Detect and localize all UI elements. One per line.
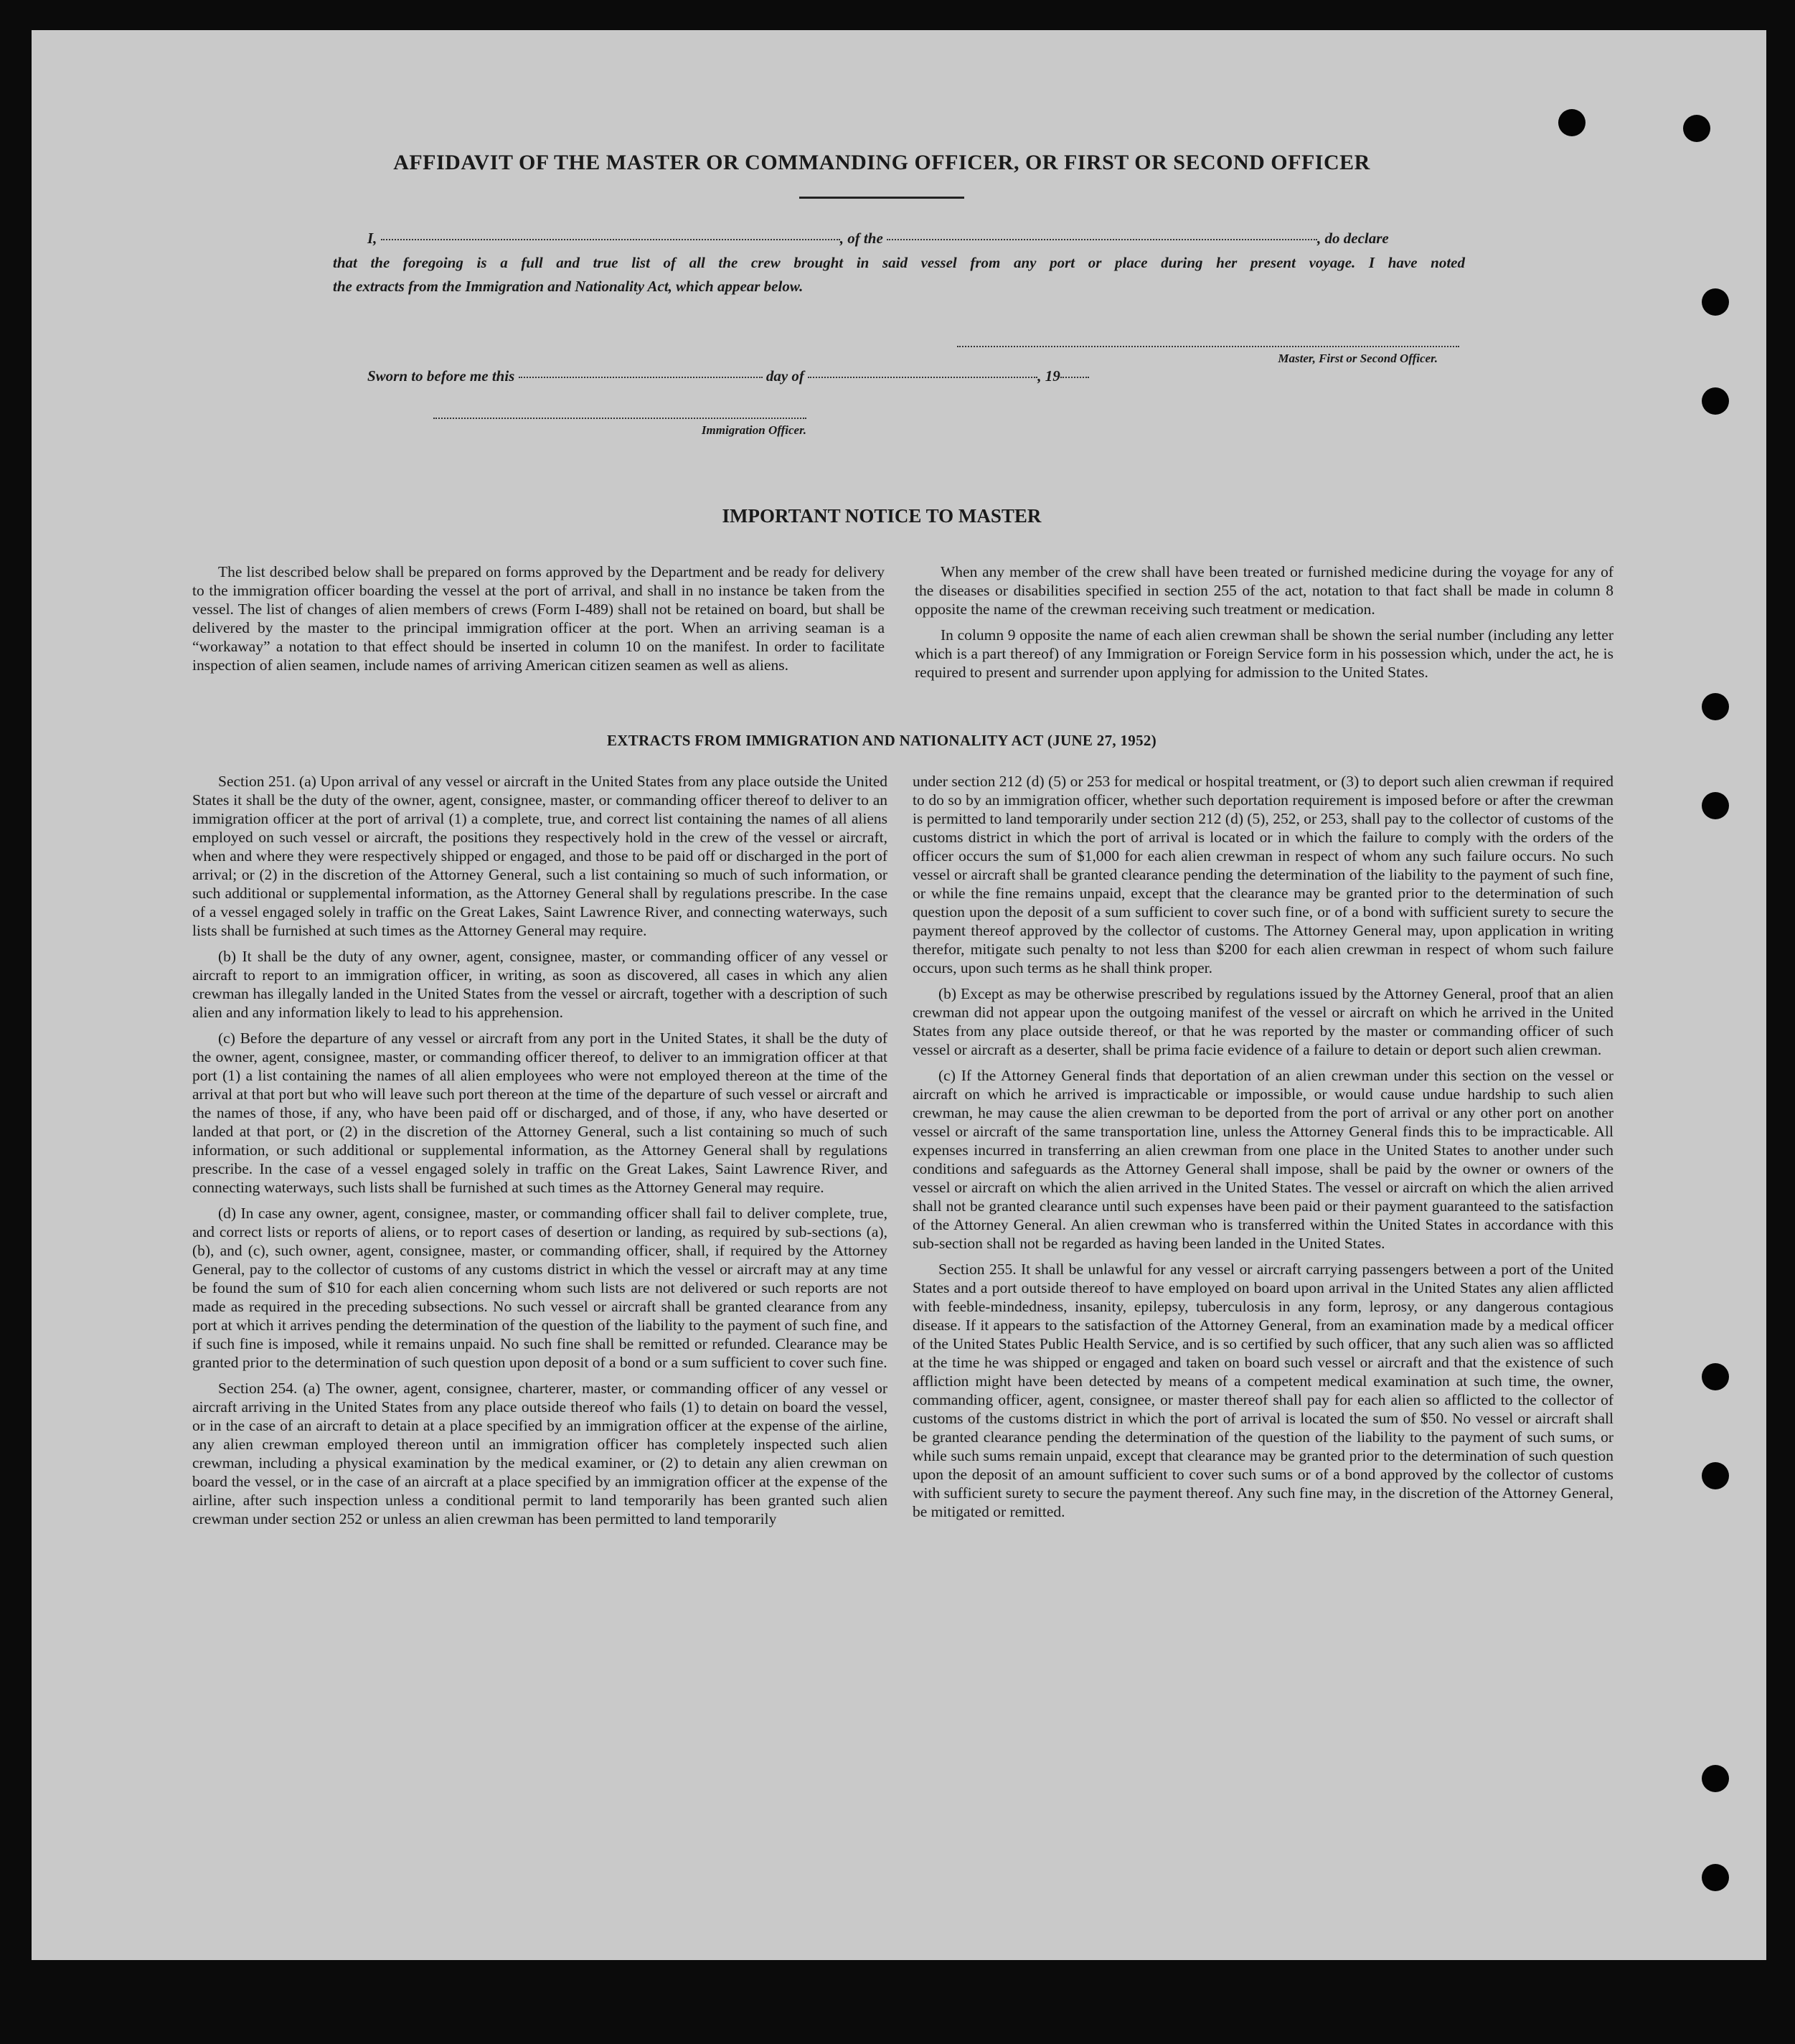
notice-paragraph: In column 9 opposite the name of each alien crewman shall be shown the serial number (including any letter which is a part thereof) of any Immigration or Foreign Service form in his possession which, under the act, he is required to present and surrender upon applying for admission to the United States. [915, 626, 1613, 681]
declarant-prefix: I, [367, 230, 377, 247]
section-254a-continued: under section 212 (d) (5) or 253 for medical or hospital treatment, or (3) to deport such alien crewman if required to do so by an immigration officer, whether such deportation requirement is imposed before or after the crewman is permitted to land temporarily under section 212 (d) (5), 252, or 253, shall pay to the collector of customs of the customs district in which the port of arrival is located or in which the failure to comply with the orders of the officer occurs the sum of $1,000 for each alien crewman in respect of whom any such failure occurs. No such vessel or aircraft shall be granted clearance pending the determination of the liability to the payment of such fine, or while the fine remains unpaid, except that the clearance may be granted prior to the determination of such question upon the deposit of a sum sufficient to cover such fine, or of a bond with sufficient surety to secure the payment thereof approved by the collector of customs. The Attorney General may, upon application in writing therefor, mitigate such penalty to not less than $200 for each alien crewman in respect of whom such failure occurs, upon such terms as he shall think proper. [913, 773, 1613, 976]
punch-hole [1702, 1765, 1729, 1792]
declaration-line [367, 230, 1465, 248]
section-254a-start: Section 254. (a) The owner, agent, consignee, charterer, master, or commanding officer of any vessel or aircraft arriving in the United States from any place outside thereof who fails (1) to detain on board the vessel, or in the case of an aircraft to detain at a place specified by an immigration officer at the expense of the airline, any alien crewman employed thereon until an immigration officer has completely inspected such alien crewman, including a physical examination by the medical examiner, or (2) to detain any alien crewman on board the vessel, or in the case of an aircraft at a place specified by an immigration officer at the expense of the airline, after such inspection unless a conditional permit to land temporarily has been granted such alien crewman under section 252 or unless an alien crewman has been permitted to land temporarily [192, 1380, 887, 1527]
section-251d: (d) In case any owner, agent, consignee, master, or commanding officer shall fail to deliver complete, true, and correct lists or reports of aliens, or to report cases of desertion or landing, as required by sub-sections (a), (b), and (c), such owner, agent, consignee, master, or commanding officer, shall, if required by the Attorney General, pay to the collector of customs of any customs district in which the vessel or aircraft may at any time be found the sum of $10 for each alien concerning whom such lists are not delivered or such reports are not made as required in the preceding subsections. No such vessel or aircraft shall be granted clearance from any port at which it arrives pending the determination of the question of the liability to the payment of such fine, and if such fine is imposed, while it remains unpaid. No such fine shall be remitted or refunded. Clearance may be granted prior to the determination of such question upon deposit of a bond or a sum sufficient to cover such fine. [192, 1205, 887, 1371]
notice-paragraph: When any member of the crew shall have been treated or furnished medicine during the voyage for any of the diseases or disabilities specified in section 255 of the act, notation to that fact shall be made in column 8 opposite the name of the crewman receiving such treatment or medication. [915, 563, 1613, 618]
punch-hole [1683, 115, 1710, 142]
master-signature-label: Master, First or Second Officer. [1278, 352, 1438, 365]
declarant-name-field[interactable] [381, 239, 840, 240]
notice-paragraph: The list described below shall be prepared on forms approved by the Department and be ready for delivery to the immigration officer boarding the vessel at the port of arrival, and shall in no instance be taken from the vessel. The list of changes of alien members of crews (Form I-489) shall not be retained on board, but shall be delivered by the master to the principal immigration officer at the port. When an arriving seaman is a “workaway” a notation to that effect should be inserted in column 10 on the manifest. In order to facilitate inspection of alien seamen, include names of arriving American citizen seamen as well as aliens. [192, 563, 885, 674]
punch-hole [1702, 1363, 1729, 1390]
vessel-name-field[interactable] [887, 239, 1317, 240]
extracts-title: EXTRACTS FROM IMMIGRATION AND NATIONALITY ACT (JUNE 27, 1952) [607, 732, 1156, 749]
sworn-day-field[interactable] [519, 377, 763, 378]
master-signature-field[interactable] [957, 346, 1459, 347]
immigration-officer-signature-field[interactable] [433, 418, 806, 419]
sworn-month-field[interactable] [808, 377, 1037, 378]
document-page [32, 30, 1766, 1960]
punch-hole [1702, 1864, 1729, 1891]
day-of-label: day of [765, 367, 804, 385]
punch-hole [1702, 1462, 1729, 1489]
section-251c: (c) Before the departure of any vessel or aircraft from any port in the United States, it shall be the duty of the owner, agent, consignee, master, or commanding officer thereof, to deliver to an immigration officer at that port (1) a list containing the names of all alien employees who were not employed thereon at the time of the arrival at that port but who will leave such port thereon at the time of the departure of such vessel or aircraft and the names of those, if any, who have been paid off or discharged, and of those, if any, who have deserted or landed at that port, or (2) in the discretion of the Attorney General, such a list containing so much of such information, or such additional or supplemental information, as the Attorney General shall by regulations prescribe. In the case of a vessel engaged solely in traffic on the Great Lakes, Saint Lawrence River, and connecting waterways, such lists shall be furnished at such times as the Attorney General may require. [192, 1030, 887, 1196]
declaration-text-line-3: the extracts from the Immigration and Nationality Act, which appear below. [333, 278, 804, 295]
section-251a: Section 251. (a) Upon arrival of any vessel or aircraft in the United States from any place outside the United States it shall be the duty of the owner, agent, consignee, master, or commanding officer thereof to deliver to an immigration officer at the port of arrival (1) a complete, true, and correct list containing the names of all aliens employed on such vessel or aircraft, the positions they respectively hold in the crew of the vessel or aircraft, when and where they were respectively shipped or engaged, and those to be paid off or discharged in the port of arrival; or (2) in the discretion of the Attorney General, such a list containing so much of such information, or such additional or supplemental information, as the Attorney General shall by regulations prescribe. In the case of a vessel engaged solely in traffic on the Great Lakes, Saint Lawrence River, and connecting waterways, such lists shall be furnished at such times as the Attorney General may require. [192, 773, 887, 939]
notice-left-column [192, 562, 885, 682]
section-254c: (c) If the Attorney General finds that deportation of an alien crewman under this section on the vessel or aircraft on which he arrived is impracticable or impossible, or would cause undue hardship to such alien crewman, he may cause the alien crewman to be deported from the port of arrival or any other port on another vessel or aircraft of the same transportation line, unless the Attorney General finds this to be impracticable. All expenses incurred in transferring an alien crewman from one place in the United States to another under such conditions and safeguards as the Attorney General shall impose, shall be paid by the owner or owners of the vessel or aircraft on which the alien arrived in the United States. The vessel or aircraft on which the alien arrived shall not be granted clearance until such expenses have been paid or their payment guaranteed to the satisfaction of the Attorney General. An alien crewman who is transferred within the United States in accordance with this sub-section shall not be regarded as having been landed in the United States. [913, 1067, 1613, 1252]
section-254b: (b) Except as may be otherwise prescribed by regulations issued by the Attorney General, proof that an alien crewman did not appear upon the outgoing manifest of the vessel or aircraft on which he arrived in the United States from any place outside thereof, or that he was reported by the master or commanding officer of such vessel or aircraft as a deserter, shall be prima facie evidence of a failure to detain or deport such alien crewman. [913, 985, 1613, 1058]
notice-right-column [915, 562, 1613, 689]
extracts-left-column [192, 772, 887, 1535]
of-the-label: , of the [839, 230, 883, 247]
immigration-officer-label: Immigration Officer. [701, 423, 806, 437]
section-255: Section 255. It shall be unlawful for any vessel or aircraft carrying passengers between a port of the United States and a port outside thereof to have employed on board upon arrival in the United States any alien afflicted with feeble-mindedness, insanity, epilepsy, tuberculosis in any form, leprosy, or any dangerous contagious disease. If it appears to the satisfaction of the Attorney General, from an examination made by a medical officer of the United States Public Health Service, and is so certified by such officer, that any such alien was so afflicted at the time he was shipped or engaged and taken on board such vessel or aircraft and that the existence of such affliction might have been detected by means of a competent medical examination at such time, the owner, commanding officer, agent, consignee, or master thereof shall pay for each alien so afflicted to the collector of customs of the customs district in which the port of arrival is located the sum of $50. No vessel or aircraft shall be granted clearance pending the determination of the question of the liability to the payment of such sums, or while such sums remain unpaid, except that clearance may be granted prior to the determination of such question upon the deposit of an amount sufficient to cover such sums or of a bond approved by the collector of customs with sufficient surety to secure the payment thereof. Any such fine may, in the discretion of the Attorney General, be mitigated or remitted. [913, 1261, 1613, 1520]
declaration-text-line-2: that the foregoing is a full and true list of all the crew brought in said vessel from any port or place during her present voyage. I have noted [333, 254, 1465, 271]
punch-hole [1702, 387, 1729, 415]
punch-hole [1702, 792, 1729, 819]
notice-title: IMPORTANT NOTICE TO MASTER [722, 505, 1042, 527]
year-label: , 19 [1037, 367, 1060, 385]
punch-hole [1702, 288, 1729, 316]
do-declare-label: , do declare [1317, 230, 1389, 247]
sworn-line [367, 367, 1228, 385]
title-underline [799, 197, 964, 199]
extracts-right-column [913, 772, 1613, 1528]
punch-hole [1558, 109, 1586, 136]
section-251b: (b) It shall be the duty of any owner, agent, consignee, master, or commanding officer of any vessel or aircraft to report to an immigration officer, in writing, as soon as discovered, all cases in which any alien crewman has illegally landed in the United States from the vessel or aircraft, together with a description of such alien and any information likely to lead to his apprehension. [192, 948, 887, 1021]
sworn-year-field[interactable] [1060, 377, 1089, 378]
affidavit-title: AFFIDAVIT OF THE MASTER OR COMMANDING OFFICER, OR FIRST OR SECOND OFFICER [393, 151, 1370, 174]
sworn-label: Sworn to before me this [367, 367, 515, 385]
punch-hole [1702, 693, 1729, 720]
